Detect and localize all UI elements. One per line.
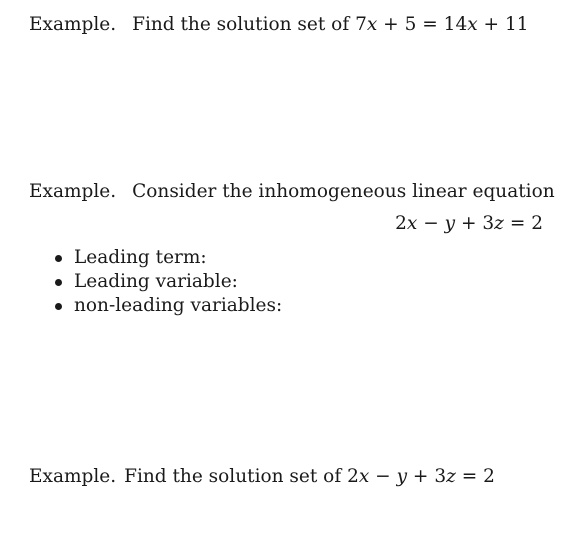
bullet-icon [55, 255, 62, 262]
bullet-item [51, 246, 282, 270]
bullet-icon [55, 279, 62, 286]
example-2-bullet-list [51, 246, 282, 318]
example-1-label: Example. [29, 14, 117, 35]
example-2-text: Consider the inhomogeneous linear equation [132, 181, 555, 202]
example-3-text: Find the solution set of [124, 466, 342, 487]
example-3-label: Example. [29, 466, 117, 487]
bullet-icon [55, 303, 62, 310]
bullet-item [51, 294, 282, 318]
bullet-text: Leading term: [74, 247, 207, 268]
example-1 [29, 14, 529, 36]
example-3-equation: 2x − y + 3z = 2 [347, 466, 495, 487]
example-1-equation: 7x + 5 = 14x + 11 [355, 14, 529, 35]
example-2-label: Example. [29, 181, 117, 202]
example-2-display-equation: 2x − y + 3z = 2 [395, 213, 543, 234]
bullet-item [51, 270, 282, 294]
bullet-text: non-leading variables: [74, 295, 283, 316]
example-3 [29, 466, 495, 488]
bullet-text: Leading variable: [74, 271, 238, 292]
example-1-text: Find the solution set of [132, 14, 350, 35]
example-2 [29, 181, 555, 203]
